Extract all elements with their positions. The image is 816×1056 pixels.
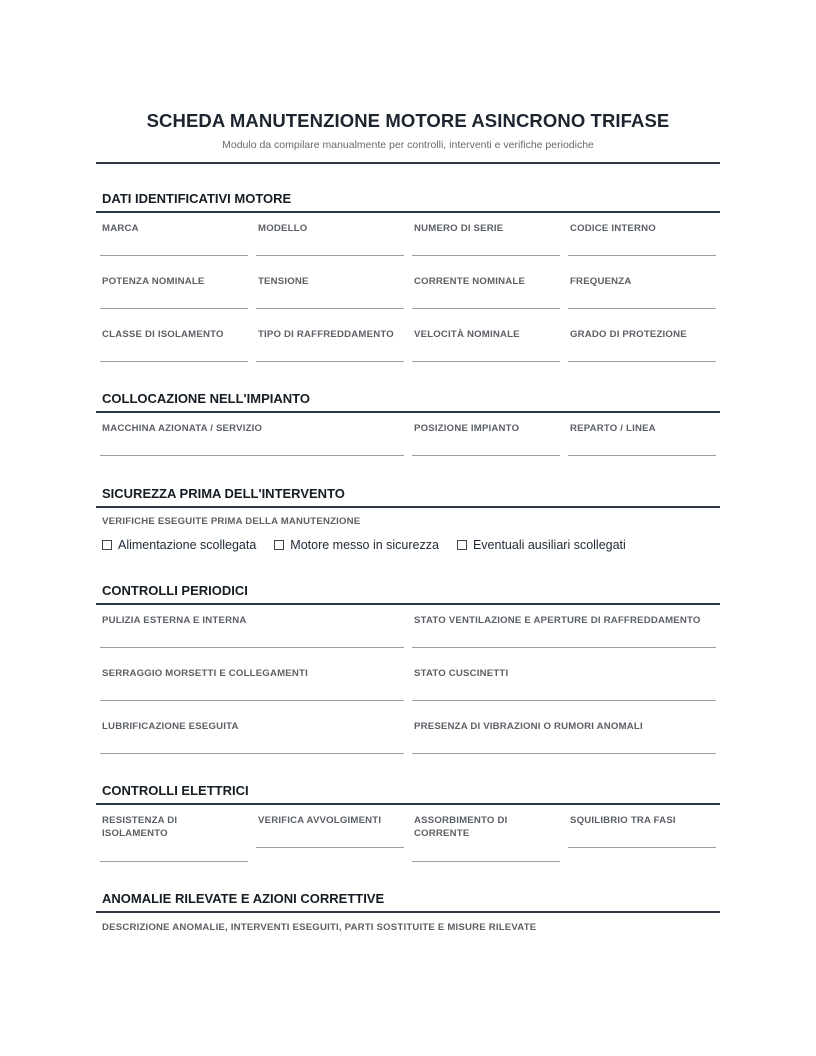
field-label: MODELLO <box>258 223 308 234</box>
field-label: VELOCITÀ NOMINALE <box>414 329 520 340</box>
sicurezza-checklist <box>96 538 720 552</box>
field-assorbimento-corrente[interactable] <box>408 814 564 874</box>
field-label: STATO VENTILAZIONE E APERTURE DI RAFFREDDAMENTO <box>414 615 701 626</box>
input-line[interactable] <box>100 255 248 256</box>
section-collocazione <box>96 386 720 463</box>
field-macchina-azionata[interactable] <box>96 422 408 472</box>
field-label: VERIFICA AVVOLGIMENTI <box>258 815 382 826</box>
section-periodici <box>96 578 720 765</box>
section-anomalie <box>96 886 720 1013</box>
input-line[interactable] <box>412 861 560 862</box>
field-serraggio-morsetti[interactable] <box>96 667 408 717</box>
input-line[interactable] <box>412 647 716 648</box>
field-label: RESISTENZA DI ISOLAMENTO <box>102 815 178 839</box>
field-label: CORRENTE NOMINALE <box>414 276 526 287</box>
field-label: MACCHINA AZIONATA / SERVIZIO <box>102 423 263 434</box>
input-line[interactable] <box>256 255 404 256</box>
header-divider <box>96 162 720 164</box>
check-label: Alimentazione scollegata <box>118 538 257 552</box>
field-modello[interactable] <box>252 222 408 272</box>
field-ventilazione[interactable] <box>408 614 720 664</box>
field-label: NUMERO DI SERIE <box>414 223 504 234</box>
input-line[interactable] <box>412 753 716 754</box>
field-label: FREQUENZA <box>570 276 632 287</box>
section-title: CONTROLLI PERIODICI <box>96 578 720 605</box>
field-label: MARCA <box>102 223 139 234</box>
field-potenza-nominale[interactable] <box>96 275 252 325</box>
input-line[interactable] <box>568 308 716 309</box>
field-squilibrio-fasi[interactable] <box>564 814 720 874</box>
field-label: SERRAGGIO MORSETTI E COLLEGAMENTI <box>102 668 308 679</box>
field-cuscinetti[interactable] <box>408 667 720 717</box>
check-label: Eventuali ausiliari scollegati <box>472 538 626 552</box>
page-subtitle: Modulo da compilare manualmente per controlli, interventi e verifiche periodiche <box>222 139 594 151</box>
field-posizione-impianto[interactable] <box>408 422 564 472</box>
check-label: Motore messo in sicurezza <box>290 538 439 552</box>
checkbox-icon[interactable] <box>102 540 112 550</box>
input-line[interactable] <box>100 861 248 862</box>
field-velocita-nominale[interactable] <box>408 328 564 378</box>
input-line[interactable] <box>100 647 404 648</box>
input-line[interactable] <box>256 847 404 848</box>
section-title: DATI IDENTIFICATIVI MOTORE <box>96 186 720 213</box>
input-line[interactable] <box>412 361 560 362</box>
input-line[interactable] <box>412 700 716 701</box>
field-classe-isolamento[interactable] <box>96 328 252 378</box>
check-alimentazione[interactable] <box>102 538 256 552</box>
checkbox-icon[interactable] <box>274 540 284 550</box>
input-line[interactable] <box>100 753 404 754</box>
field-label: REPARTO / LINEA <box>570 423 656 434</box>
field-tensione[interactable] <box>252 275 408 325</box>
anomalie-textarea[interactable] <box>96 933 720 1013</box>
input-line[interactable] <box>100 700 404 701</box>
field-label: POSIZIONE IMPIANTO <box>414 423 520 434</box>
field-label: STATO CUSCINETTI <box>414 668 509 679</box>
input-line[interactable] <box>412 308 560 309</box>
check-motore-sicurezza[interactable] <box>274 538 439 552</box>
field-reparto-linea[interactable] <box>564 422 720 472</box>
input-line[interactable] <box>568 847 716 848</box>
field-marca[interactable] <box>96 222 252 272</box>
input-line[interactable] <box>100 361 248 362</box>
section-sicurezza <box>96 481 720 552</box>
section-title: CONTROLLI ELETTRICI <box>96 778 720 805</box>
field-label: TENSIONE <box>258 276 309 287</box>
sicurezza-label: VERIFICHE ESEGUITE PRIMA DELLA MANUTENZIONE <box>102 516 361 527</box>
field-tipo-raffreddamento[interactable] <box>252 328 408 378</box>
field-label: ASSORBIMENTO DI CORRENTE <box>414 815 508 839</box>
field-lubrificazione[interactable] <box>96 720 408 770</box>
input-line[interactable] <box>100 455 404 456</box>
input-line[interactable] <box>256 308 404 309</box>
input-line[interactable] <box>412 455 560 456</box>
field-label: TIPO DI RAFFREDDAMENTO <box>258 329 394 340</box>
field-pulizia[interactable] <box>96 614 408 664</box>
field-numero-serie[interactable] <box>408 222 564 272</box>
page-title: SCHEDA MANUTENZIONE MOTORE ASINCRONO TRIFASE <box>146 110 670 131</box>
input-line[interactable] <box>412 255 560 256</box>
section-identificativi <box>96 186 720 373</box>
checkbox-icon[interactable] <box>457 540 467 550</box>
field-verifica-avvolgimenti[interactable] <box>252 814 408 874</box>
anomalie-label: DESCRIZIONE ANOMALIE, INTERVENTI ESEGUITI, PARTI SOSTITUITE E MISURE RILEVATE <box>102 922 537 933</box>
section-elettrici <box>96 778 720 875</box>
field-frequenza[interactable] <box>564 275 720 325</box>
input-line[interactable] <box>100 308 248 309</box>
input-line[interactable] <box>568 255 716 256</box>
field-label: PULIZIA ESTERNA E INTERNA <box>102 615 247 626</box>
section-title: SICUREZZA PRIMA DELL'INTERVENTO <box>96 481 720 508</box>
section-title: COLLOCAZIONE NELL'IMPIANTO <box>96 386 720 413</box>
field-resistenza-isolamento[interactable] <box>96 814 252 874</box>
field-label: CODICE INTERNO <box>570 223 656 234</box>
field-corrente-nominale[interactable] <box>408 275 564 325</box>
input-line[interactable] <box>568 361 716 362</box>
section-title: ANOMALIE RILEVATE E AZIONI CORRETTIVE <box>96 886 720 913</box>
field-vibrazioni[interactable] <box>408 720 720 770</box>
field-label: LUBRIFICAZIONE ESEGUITA <box>102 721 239 732</box>
input-line[interactable] <box>256 361 404 362</box>
field-label: POTENZA NOMINALE <box>102 276 205 287</box>
input-line[interactable] <box>568 455 716 456</box>
check-ausiliari[interactable] <box>457 538 626 552</box>
field-label: PRESENZA DI VIBRAZIONI O RUMORI ANOMALI <box>414 721 643 732</box>
field-label: GRADO DI PROTEZIONE <box>570 329 687 340</box>
field-grado-protezione[interactable] <box>564 328 720 378</box>
field-codice-interno[interactable] <box>564 222 720 272</box>
field-label: CLASSE DI ISOLAMENTO <box>102 329 224 340</box>
field-label: SQUILIBRIO TRA FASI <box>570 815 676 826</box>
